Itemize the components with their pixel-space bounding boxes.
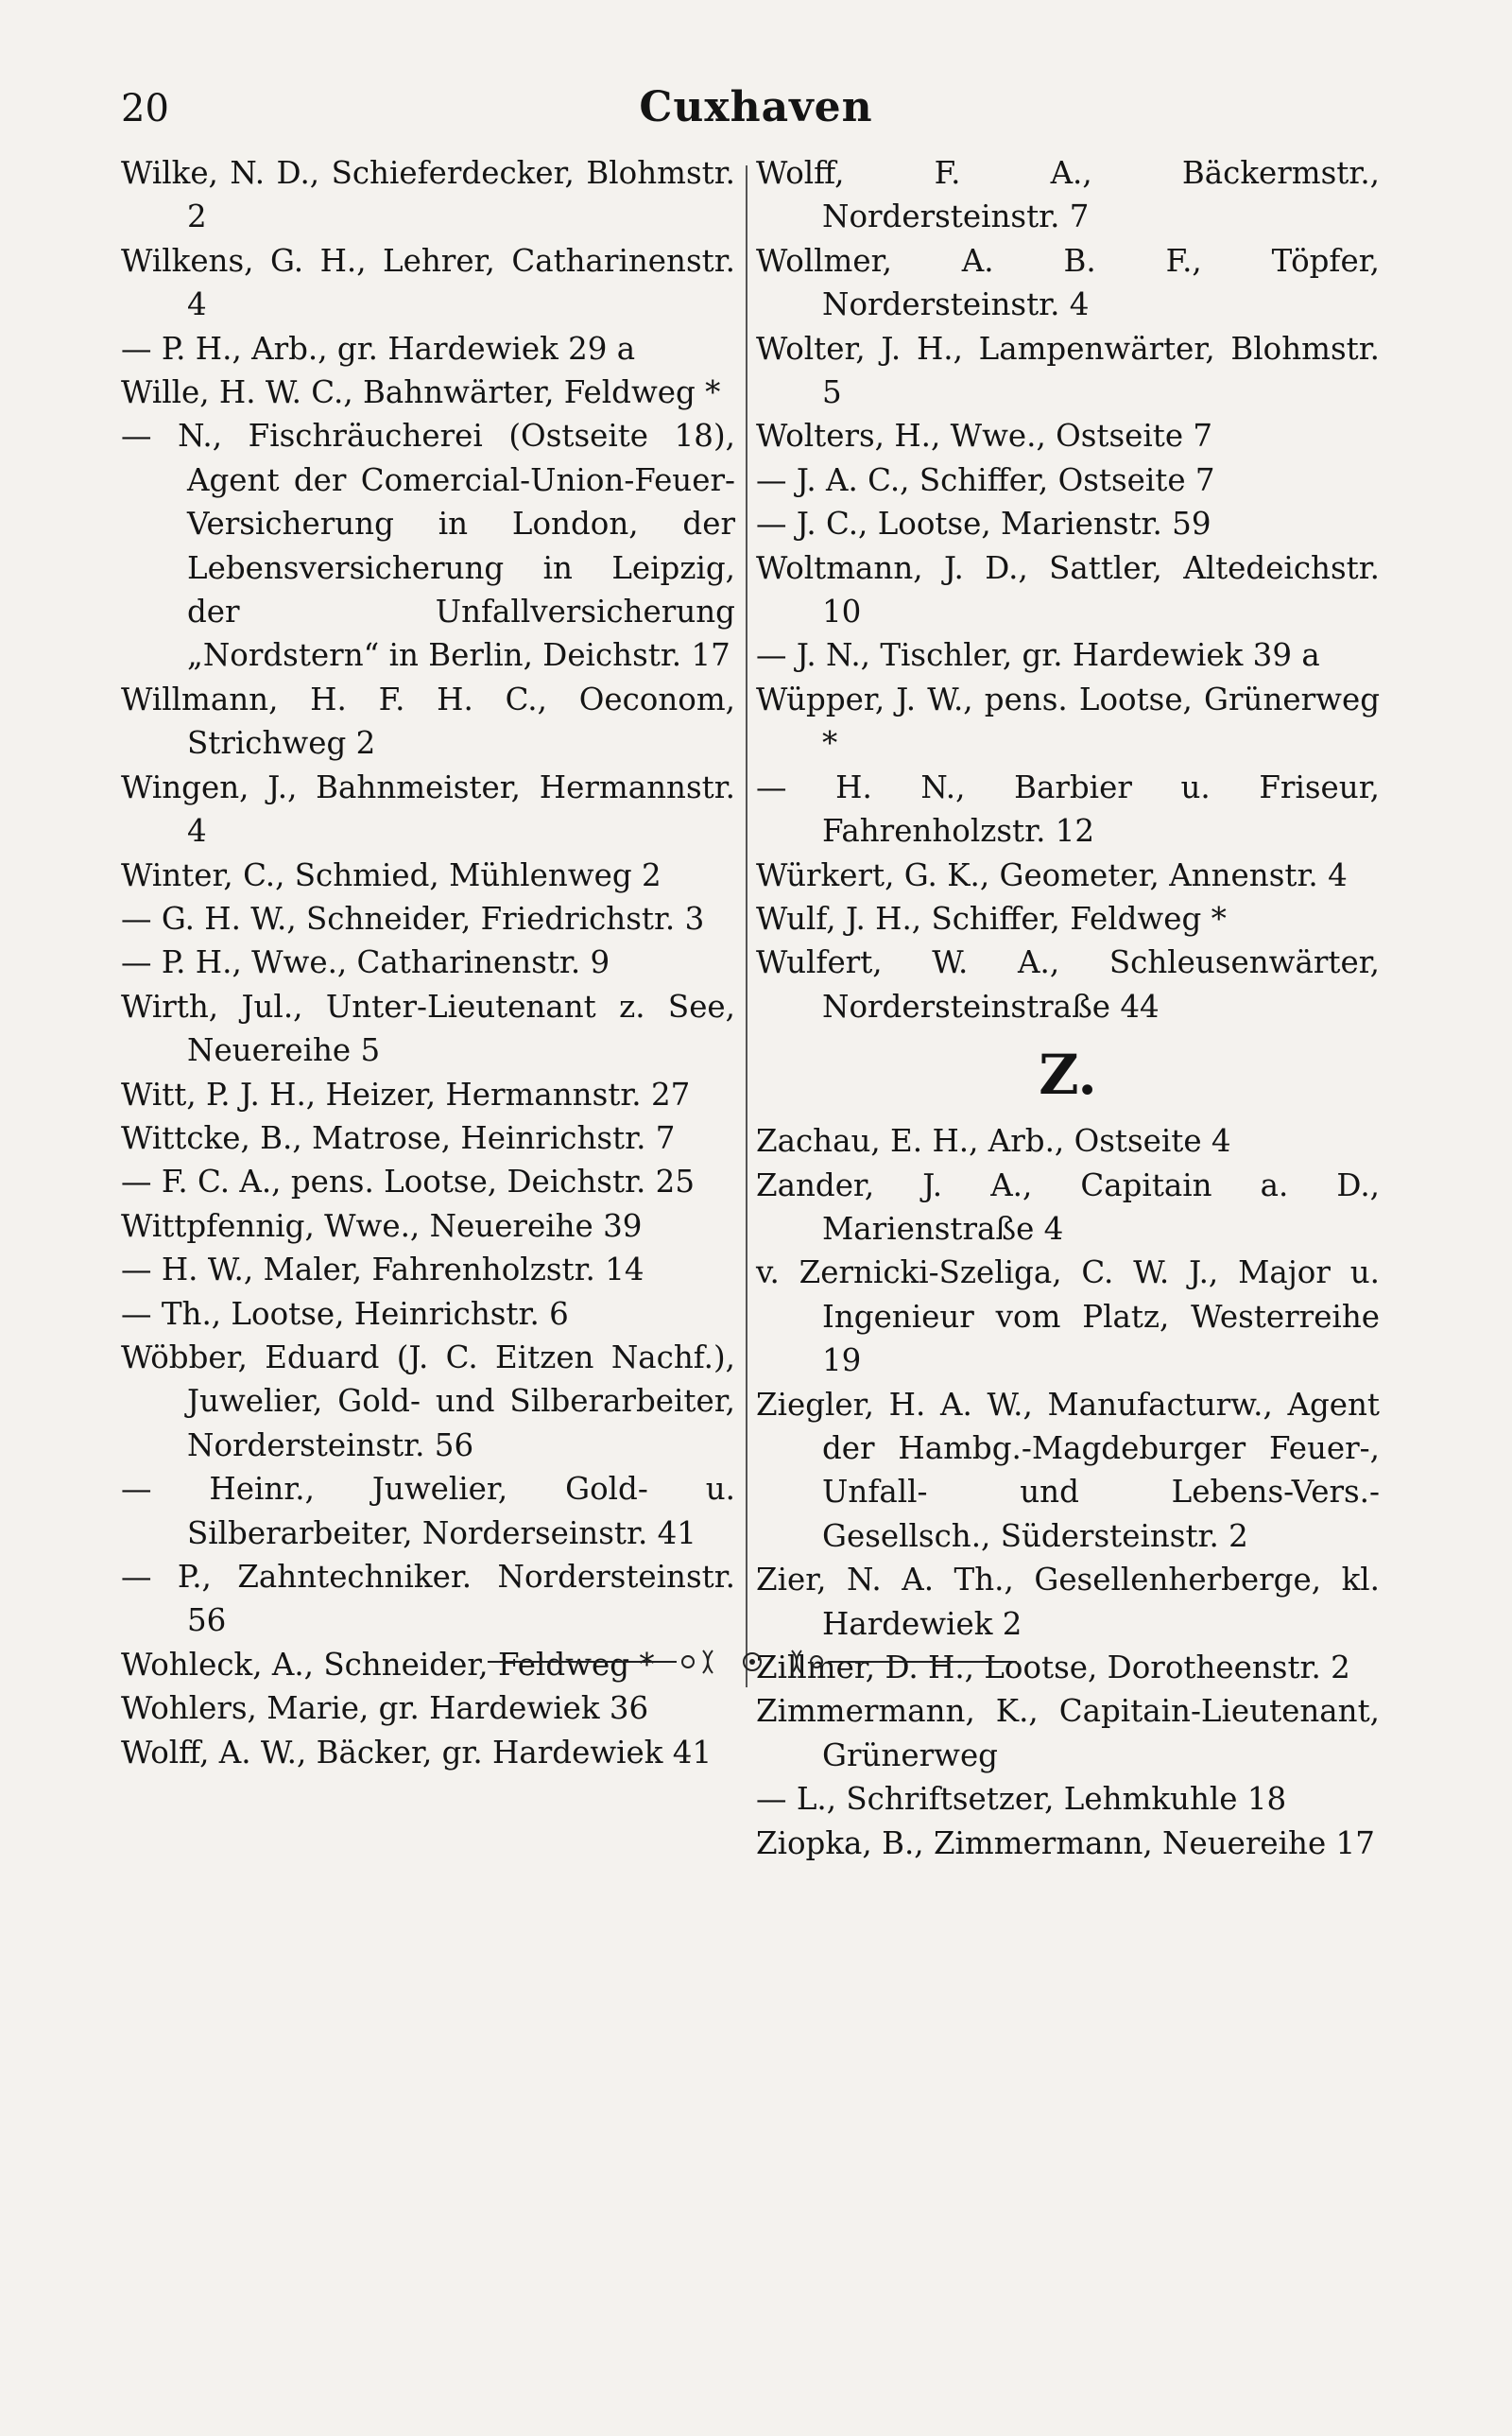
directory-entry: Wolters, H., Wwe., Ostseite 7 bbox=[756, 418, 1213, 455]
directory-entry: Wulfert, W. A., Schleusenwärter, Nordersteinstraße 44 bbox=[756, 944, 1380, 1025]
directory-entry: Wilke, N. D., Schieferdecker, Blohmstr. 2 bbox=[121, 155, 735, 235]
directory-entry: Wittpfennig, Wwe., Neuereihe 39 bbox=[121, 1207, 643, 1244]
directory-entry: Zachau, E. H., Arb., Ostseite 4 bbox=[756, 1123, 1231, 1160]
left-column bbox=[121, 151, 735, 1774]
directory-entry: — H. W., Maler, Fahrenholzstr. 14 bbox=[121, 1252, 644, 1288]
directory-entry: — J. N., Tischler, gr. Hardewiek 39 a bbox=[756, 637, 1320, 674]
directory-entry: Ziopka, B., Zimmermann, Neuereihe 17 bbox=[756, 1824, 1375, 1861]
directory-entry: — F. C. A., pens. Lootse, Deichstr. 25 bbox=[121, 1164, 696, 1201]
directory-entry: Zander, J. A., Capitain a. D., Marienstraße 4 bbox=[756, 1166, 1380, 1247]
directory-entry: Zimmermann, K., Capitain-Lieutenant, Grünerweg bbox=[756, 1693, 1380, 1773]
directory-entry: Wulf, J. H., Schiffer, Feldweg * bbox=[756, 900, 1227, 937]
directory-entry: Zier, N. A. Th., Gesellenherberge, kl. Hardewiek 2 bbox=[756, 1562, 1380, 1642]
directory-entry: Wolff, A. W., Bäcker, gr. Hardewiek 41 bbox=[121, 1734, 713, 1771]
directory-entry: Zillmer, D. H., Lootse, Dorotheenstr. 2 bbox=[756, 1650, 1350, 1685]
directory-entry: Wirth, Jul., Unter-Lieutenant z. See, Neuereihe 5 bbox=[121, 988, 735, 1069]
directory-entry: — Heinr., Juwelier, Gold- u. Silberarbeiter, Norderseinstr. 41 bbox=[121, 1471, 735, 1551]
running-title: Cuxhaven bbox=[639, 83, 873, 131]
directory-entry: — N., Fischräucherei (Ostseite 18), Agent der Comercial-Union-Feuer-Versicherung in London, der Lebensversicherung in Leipzig, der Unfallversicherung „Nordstern“ in Berlin, Deichstr. 17 bbox=[121, 418, 735, 674]
directory-entry: Winter, C., Schmied, Mühlenweg 2 bbox=[121, 856, 662, 893]
directory-entry: Würkert, G. K., Geometer, Annenstr. 4 bbox=[756, 856, 1348, 893]
section-letter: Z. bbox=[1039, 1043, 1097, 1108]
directory-entry: — L., Schriftsetzer, Lehmkuhle 18 bbox=[756, 1781, 1287, 1818]
end-ornament bbox=[488, 1643, 1017, 1681]
directory-entry: v. Zernicki-Szeliga, C. W. J., Major u. Ingenieur vom Platz, Westerreihe 19 bbox=[756, 1254, 1380, 1379]
directory-entry: Wittcke, B., Matrose, Heinrichstr. 7 bbox=[121, 1119, 676, 1156]
directory-entry: Willmann, H. F. H. C., Oeconom, Strichweg 2 bbox=[121, 681, 735, 762]
directory-entry: Wüpper, J. W., pens. Lootse, Grünerweg * bbox=[756, 681, 1380, 762]
directory-entry: Wöbber, Eduard (J. C. Eitzen Nachf.), Juwelier, Gold- und Silberarbeiter, Nordersteinstr. 56 bbox=[121, 1339, 735, 1463]
directory-entry: Woltmann, J. D., Sattler, Altedeichstr. 10 bbox=[756, 549, 1380, 631]
directory-entry: — P. H., Wwe., Catharinenstr. 9 bbox=[121, 944, 610, 981]
right-column bbox=[756, 151, 1380, 1865]
column-divider bbox=[746, 165, 747, 1687]
directory-entry: — Th., Lootse, Heinrichstr. 6 bbox=[121, 1295, 569, 1332]
directory-entry: — J. C., Lootse, Marienstr. 59 bbox=[756, 506, 1211, 543]
directory-entry: Wohlers, Marie, gr. Hardewiek 36 bbox=[121, 1690, 649, 1727]
page-number: 20 bbox=[121, 87, 169, 130]
directory-entry: Wille, H. W. C., Bahnwärter, Feldweg * bbox=[121, 374, 721, 411]
directory-entry: Witt, P. J. H., Heizer, Hermannstr. 27 bbox=[121, 1076, 691, 1113]
directory-entry: — P. H., Arb., gr. Hardewiek 29 a bbox=[121, 330, 636, 367]
directory-entry: — H. N., Barbier u. Friseur, Fahrenholzstr. 12 bbox=[756, 769, 1380, 850]
directory-entry: Wollmer, A. B. F., Töpfer, Nordersteinstr. 4 bbox=[756, 242, 1380, 323]
directory-entry: Wohleck, A., Schneider, Feldweg * bbox=[121, 1646, 655, 1683]
directory-entry: Wingen, J., Bahnmeister, Hermannstr. 4 bbox=[121, 769, 735, 850]
directory-entry: Wolter, J. H., Lampenwärter, Blohmstr. 5 bbox=[756, 330, 1380, 411]
directory-entry: — P., Zahntechniker. Nordersteinstr. 56 bbox=[121, 1559, 735, 1639]
directory-entry: — J. A. C., Schiffer, Ostseite 7 bbox=[756, 461, 1215, 498]
directory-entry: Ziegler, H. A. W., Manufacturw., Agent der Hambg.-Magdeburger Feuer-, Unfall- und Lebens-Vers.-Gesellsch., Südersteinstr. 2 bbox=[756, 1386, 1380, 1554]
directory-entry: — G. H. W., Schneider, Friedrichstr. 3 bbox=[121, 900, 705, 937]
directory-entry: Wolff, F. A., Bäckermstr., Nordersteinstr. 7 bbox=[756, 155, 1380, 235]
directory-entry: Wilkens, G. H., Lehrer, Catharinenstr. 4 bbox=[121, 242, 735, 323]
